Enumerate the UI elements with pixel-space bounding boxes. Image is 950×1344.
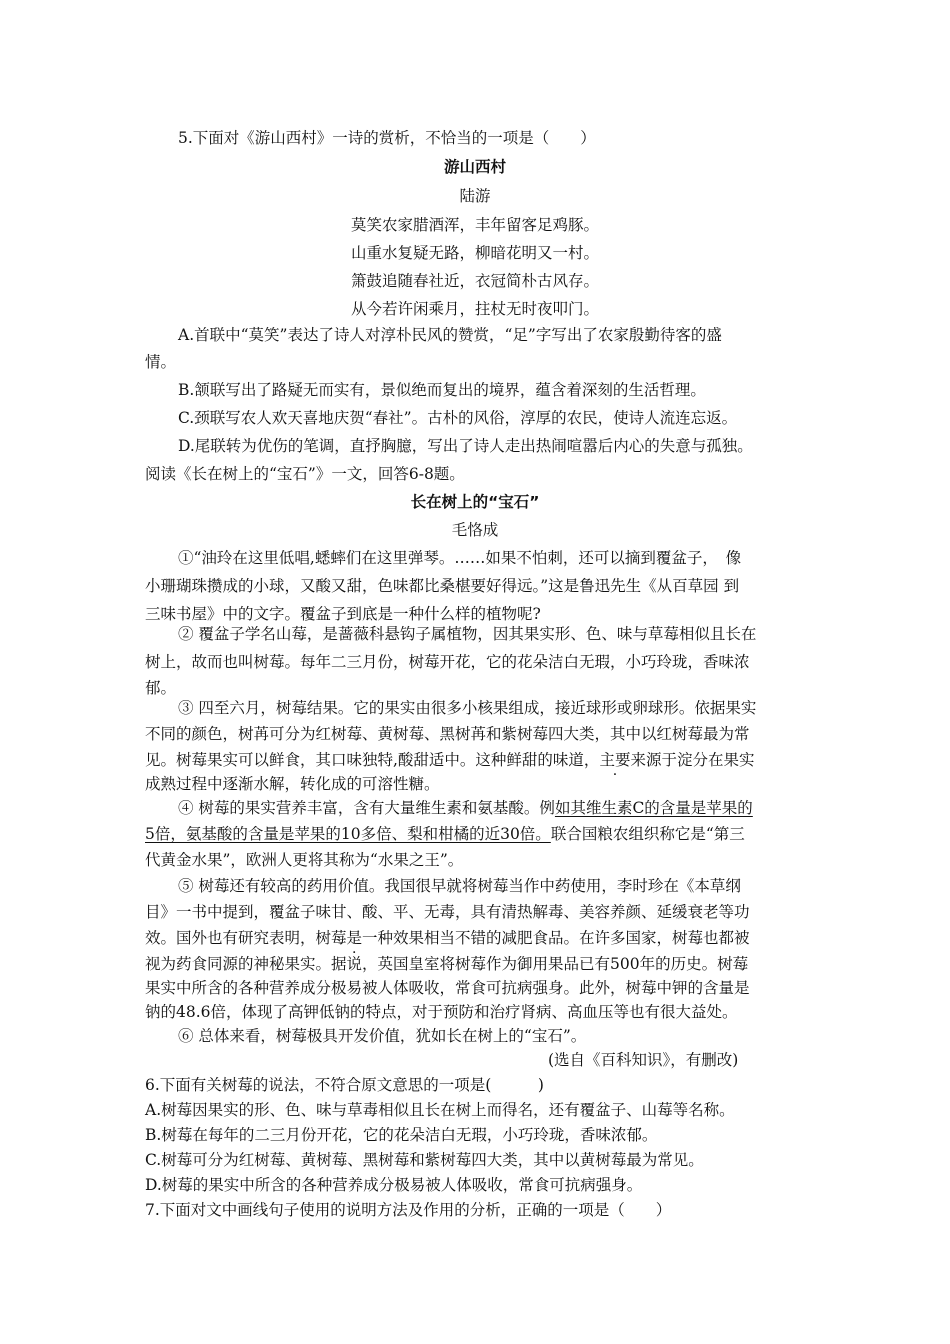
paragraph-5-line-2: 目》一书中提到，覆盆子味甘、酸、平、无毒，具有清热解毒、美容养颜、延缓衰老等功: [145, 903, 750, 921]
poem-line-1: 莫笑农家腊酒浑，丰年留客足鸡豚。: [350, 216, 599, 234]
paragraph-4-line-3: 代黄金水果”，欧洲人更将其称为“水果之王”。: [145, 851, 464, 869]
paragraph-5-line-1: ⑤ 树莓还有较高的药用价值。我国很早就将树莓当作中药使用，李时珍在《本草纲: [178, 877, 741, 895]
reading-intro: 阅读《长在树上的“宝石”》一文，回答6-8题。: [145, 465, 465, 483]
q6-option-d: D.树莓的果实中所含的各种营养成分极易被人体吸收，常食可抗病强身。: [145, 1176, 643, 1194]
paragraph-3-line-4: 成熟过程中逐渐水解，转化成的可溶性糖。: [145, 775, 440, 793]
q5-option-a-line1: A.首联中“莫笑”表达了诗人对淳朴民风的赞赏，“足”字写出了农家殷勤待客的盛: [178, 326, 722, 344]
paragraph-6: ⑥ 总体来看，树莓极具开发价值，犹如长在树上的“宝石”。: [178, 1027, 587, 1045]
paragraph-2-line-3: 郁。: [145, 679, 177, 697]
paragraph-1-line-3: 三味书屋》中的文字。覆盆子到底是一种什么样的植物呢?: [145, 605, 541, 623]
q5-option-a-line2: 情。: [145, 353, 177, 371]
article-source: (选自《百科知识》，有删改): [548, 1051, 739, 1069]
poem-line-3: 箫鼓追随春社近，衣冠简朴古风存。: [350, 272, 599, 290]
poem-title: 游山西村: [443, 158, 506, 176]
article-title: 长在树上的“宝石”: [410, 493, 540, 511]
q6-option-b: B.树莓在每年的二三月份开花，它的花朵洁白无瑕，小巧玲珑，香味浓郁。: [145, 1126, 658, 1144]
q6-stem: 6.下面有关树莓的说法，不符合原文意思的一项是( ): [145, 1076, 544, 1094]
paragraph-1-line-1: ①“油玲在这里低唱,蟋蟀们在这里弹琴。……如果不怕刺，还可以摘到覆盆子， 像: [178, 549, 742, 567]
paragraph-3-line-2: 不同的颜色，树苒可分为红树莓、黄树莓、黑树苒和紫树莓四大类，其中以红树莓最为常: [145, 725, 750, 743]
poem-line-4: 从今若许闲乘月，拄杖无时夜叩门。: [350, 300, 599, 318]
underlined-sentence-part-1: 如其维生素C的含量是苹果的: [554, 799, 753, 817]
q5-option-b: B.颔联写出了路疑无而实有，景似绝而复出的境界，蕴含着深刻的生活哲理。: [178, 381, 706, 399]
paragraph-4-line-2: 5倍，氨基酸的含量是苹果的10多倍、梨和柑橘的近30倍。联合国粮农组织称它是“第三: [145, 825, 745, 843]
underlined-sentence-part-2: 5倍，氨基酸的含量是苹果的10多倍、梨和柑橘的近30倍。: [145, 825, 551, 843]
q5-option-c: C.颈联写农人欢天喜地庆贺“春社”。古朴的风俗，淳厚的农民，使诗人流连忘返。: [178, 409, 738, 427]
paragraph-4-line-1: ④ 树莓的果实营养丰富，含有大量维生素和氨基酸。例如其维生素C的含量是苹果的: [178, 799, 753, 817]
paragraph-5-line-4: 视为药食同源的神秘果实。据说，英国皇室将树莓作为御用果品已有500年的历史。树莓: [145, 955, 749, 973]
paragraph-3-line-1: ③ 四至六月，树莓结果。它的果实由很多小核果组成，接近球形或卵球形。依据果实: [178, 699, 757, 717]
emphasis-dotted-word: 主要: [599, 751, 631, 769]
q7-stem: 7.下面对文中画线句子使用的说明方法及作用的分析，正确的一项是（ ）: [145, 1201, 672, 1219]
paragraph-5-line-6: 钠的48.6倍，体现了高钾低钠的特点，对于预防和治疗肾病、高血压等也有很大益处。: [145, 1003, 738, 1021]
poem-line-2: 山重水复疑无路，柳暗花明又一村。: [350, 244, 599, 262]
paragraph-2-line-1: ② 覆盆子学名山莓，是蔷薇科悬钩子属植物，因其果实形、色、味与草莓相似且长在: [178, 625, 757, 643]
article-author: 毛恪成: [451, 521, 499, 539]
paragraph-5-line-3: 效。国外也有研究表明，树莓是一种效果相当不错的减肥食品。在许多国家，树莓也都被: [145, 929, 750, 947]
paragraph-3-line-3: 见。树莓果实可以鲜食，其口味独特,酸甜适中。这种鲜甜的味道，主要来源于淀分在果实: [145, 751, 755, 769]
q6-option-c: C.树莓可分为红树莓、黄树莓、黑树莓和紫树莓四大类，其中以黄树莓最为常见。: [145, 1151, 704, 1169]
paragraph-2-line-2: 树上，故而也叫树莓。每年二三月份，树莓开花，它的花朵洁白无瑕，小巧玲珑，香味浓: [145, 653, 750, 671]
paragraph-5-line-5: 果实中所含的各种营养成分极易被人体吸收，常食可抗病强身。此外，树莓中钾的含量是: [145, 979, 750, 997]
q5-stem: 5.下面对《游山西村》一诗的赏析，不恰当的一项是（ ）: [178, 129, 596, 147]
q6-option-a: A.树莓因果实的形、色、味与草毒相似且长在树上而得名，还有覆盆子、山莓等名称。: [145, 1101, 735, 1119]
q5-option-d: D.尾联转为优伤的笔调，直抒胸臆，写出了诗人走出热闹喧嚣后内心的失意与孤独。: [178, 437, 753, 455]
poem-author: 陆游: [459, 187, 491, 205]
paragraph-1-line-2: 小珊瑚珠攒成的小球，又酸又甜，色味都比桑椹要好得远。”这是鲁迅先生《从百草园 到: [145, 577, 740, 595]
emphasis-dotted-word: 是: [346, 929, 363, 947]
